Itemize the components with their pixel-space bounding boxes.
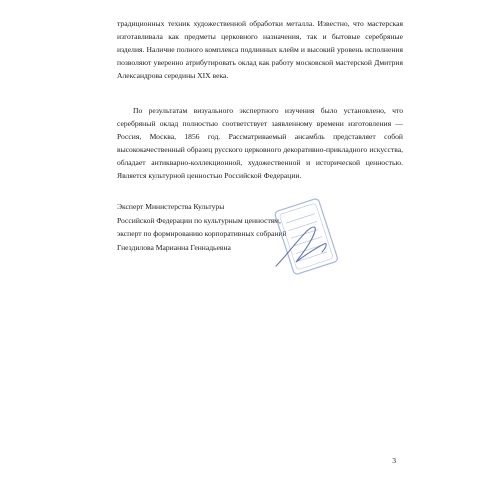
paragraph-attribution: традиционных техник художественной обработки металла. Известно, что мастерская изготавливала как предметы церковного назначения, так и бытовые серебряные изделия. Наличие полного комплекса подлинных клейм и высокий уровень исполнения позволяют уверенно атрибутировать оклад как работу московской мастерской Дмитрия Александрова середины XIX века. — [117, 18, 403, 80]
paragraph-conclusion: По результатам визуального экспертного изучения было установлено, что серебряный оклад полностью соответствует заявленному времени изготовления — Россия, Москва, 1856 год. Рассматриваемый ансамбль представляет собой высококачественный образец русского церковного декоративно-прикладного искусства, обладает антикварно-коллекционной, художественной и исторической ценностью. Является культурной ценностью Российской Федерации. — [117, 105, 403, 180]
official-stamp — [262, 196, 348, 282]
signature-line-name: Гнездилова Марианна Геннадьевна — [117, 242, 231, 252]
page-number: 3 — [392, 456, 396, 465]
stamp-seal — [274, 198, 338, 275]
signature-line-role: эксперт по формированию корпоративных собраний — [117, 229, 287, 238]
signature-line-federation: Российской Федерации по культурным ценностям, — [117, 215, 281, 225]
signature-line-title: Эксперт Министерства Культуры — [117, 202, 225, 211]
